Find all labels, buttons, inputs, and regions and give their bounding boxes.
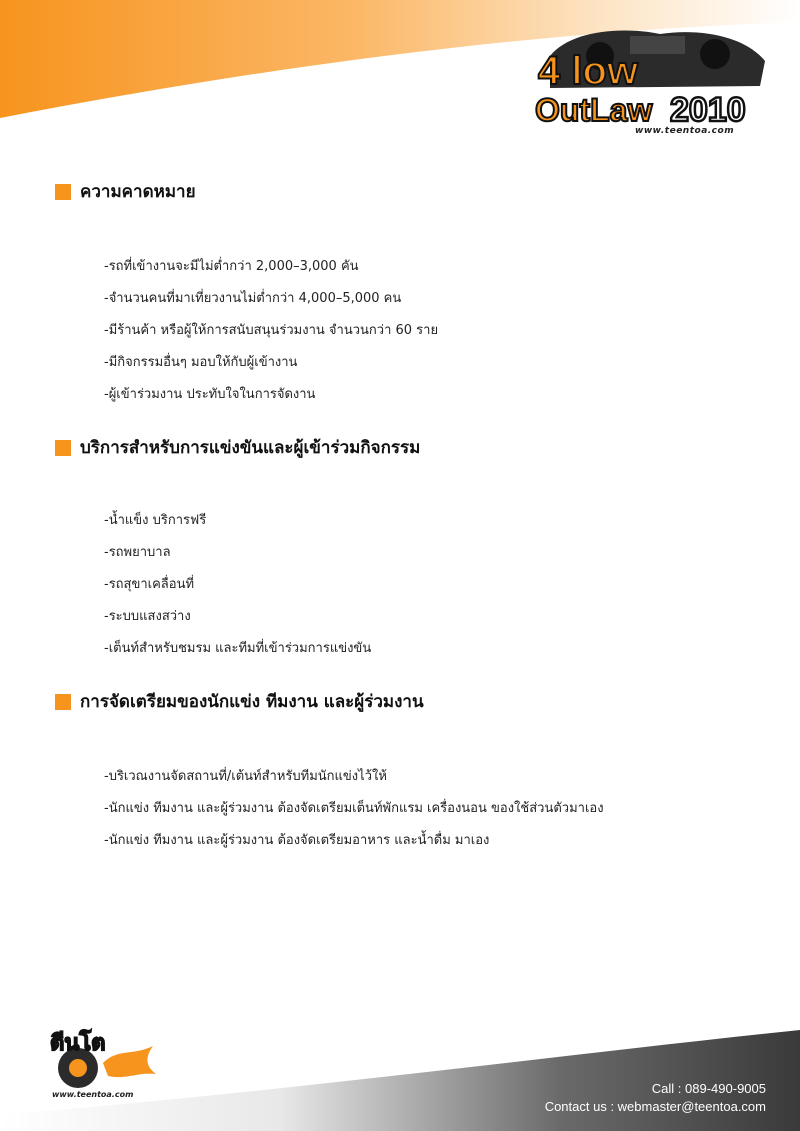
offroad-truck-icon: [530, 26, 775, 126]
flaming-tire-icon: [48, 1028, 158, 1090]
item-list: [55, 505, 755, 665]
item-list: [55, 251, 755, 411]
phone-number: Call : 089-490-9005: [651, 1081, 766, 1096]
orange-square-icon: [55, 694, 71, 710]
list-item: -รถพยาบาล: [104, 545, 171, 560]
section-services: [55, 434, 755, 665]
list-item: -นักแข่ง ทีมงาน และผู้ร่วมงาน ต้องจัดเตรียมเต็นท์พักแรม เครื่องนอน ของใช้ส่วนตัวมาเอง: [104, 801, 604, 816]
section-preparation: [55, 688, 755, 857]
list-item: -ระบบแสงสว่าง: [104, 609, 191, 624]
svg-text:ตีนโต: ตีนโต: [50, 1031, 106, 1056]
teentoa-logo: [48, 1028, 158, 1104]
list-item: -มีกิจกรรมอื่นๆ มอบให้กับผู้เข้างาน: [104, 355, 298, 370]
list-item: -เต็นท์สำหรับชมรม และทีมที่เข้าร่วมการแข่งขัน: [104, 641, 372, 656]
item-list: [55, 761, 755, 857]
section-heading: [55, 178, 755, 205]
list-item: -บริเวณงานจัดสถานที่/เต้นท์สำหรับทีมนักแข่งไว้ให้: [104, 769, 387, 784]
section-title: การจัดเตรียมของนักแข่ง ทีมงาน และผู้ร่วมงาน: [80, 692, 424, 712]
list-item: -ผู้เข้าร่วมงาน ประทับใจในการจัดงาน: [104, 387, 316, 402]
svg-text:4 low: 4 low: [538, 49, 639, 93]
list-item: -รถที่เข้างานจะมีไม่ต่ำกว่า 2,000–3,000 คัน: [104, 259, 359, 274]
section-expectations: [55, 178, 755, 411]
section-title: บริการสำหรับการแข่งขันและผู้เข้าร่วมกิจกรรม: [80, 438, 421, 458]
event-logo: [530, 26, 775, 141]
section-heading: [55, 688, 755, 715]
section-heading: [55, 434, 755, 461]
svg-text:OutLaw: OutLaw: [535, 92, 653, 126]
logo-url: www.teentoa.com: [635, 126, 735, 136]
list-item: -รถสุขาเคลื่อนที่: [104, 577, 195, 592]
list-item: -มีร้านค้า หรือผู้ให้การสนับสนุนร่วมงาน จำนวนกว่า 60 ราย: [104, 323, 439, 338]
contact-info: [545, 1080, 766, 1116]
orange-square-icon: [55, 440, 71, 456]
contact-email[interactable]: Contact us : webmaster@teentoa.com: [544, 1099, 766, 1114]
footer-logo-url: www.teentoa.com: [52, 1090, 134, 1099]
svg-text:2010: 2010: [670, 91, 746, 126]
list-item: -น้ำแข็ง บริการฟรี: [104, 513, 207, 528]
list-item: -จำนวนคนที่มาเที่ยวงานไม่ต่ำกว่า 4,000–5,000 คน: [104, 291, 402, 306]
orange-square-icon: [55, 184, 71, 200]
list-item: -นักแข่ง ทีมงาน และผู้ร่วมงาน ต้องจัดเตรียมอาหาร และน้ำดื่ม มาเอง: [104, 833, 490, 848]
section-title: ความคาดหมาย: [80, 182, 196, 202]
